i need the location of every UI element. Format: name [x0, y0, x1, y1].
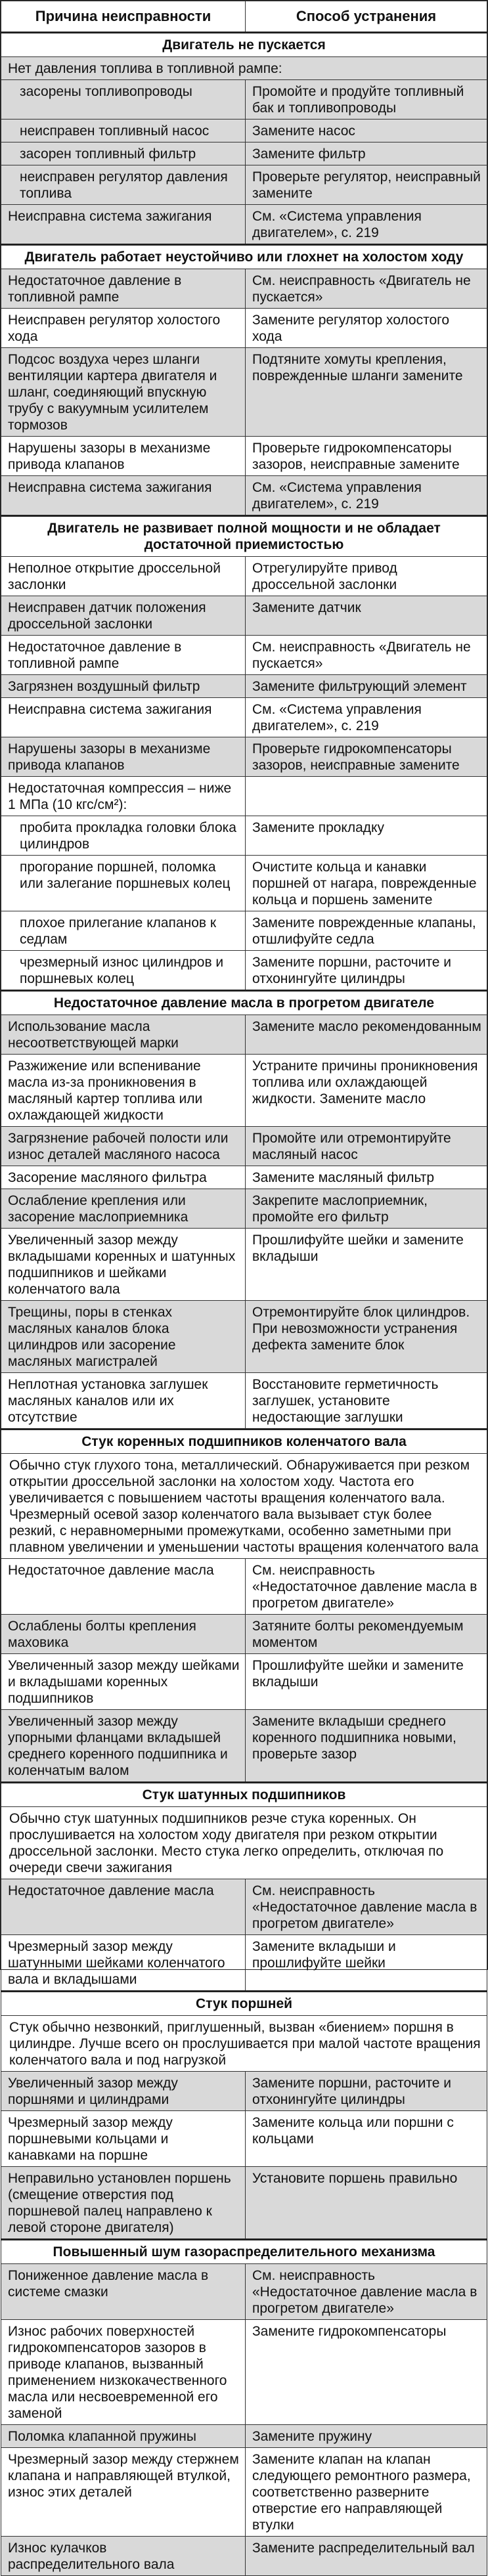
section-header: [1, 991, 487, 1015]
remedy-cell: См. «Система управления двигателем», с. 219: [246, 698, 487, 737]
table-row: [1, 698, 487, 737]
table-row: [1, 675, 487, 698]
cause-cell: неисправен топливный насос: [1, 120, 246, 142]
table-row: [1, 1229, 487, 1301]
cause-cell: Использование масла несоответствующей марки: [1, 1015, 246, 1055]
remedy-cell: Замените распределительный вал: [246, 2537, 487, 2576]
remedy-cell: Замените гидрокомпенсаторы: [246, 2320, 487, 2425]
cause-cell: Неисправен регулятор холостого хода: [1, 309, 246, 348]
cause-cell: Увеличенный зазор между вкладышами коренных и шатунных подшипников и шейками коленчатого вала: [1, 1229, 246, 1301]
remedy-cell: См. «Система управления двигателем», с. 219: [246, 476, 487, 516]
remedy-cell: См. неисправность «Недостаточное давление масла в прогретом двигателе»: [246, 1559, 487, 1615]
table-row: [1, 165, 487, 205]
section-header: [1, 1430, 487, 1454]
remedy-cell: Замените фильтр: [246, 142, 487, 165]
cause-cell: Загрязнение рабочей полости или износ деталей масляного насоса: [1, 1127, 246, 1166]
table-row: [1, 1615, 487, 1654]
cause-cell: Недостаточная компрессия – ниже 1 МПа (10 кгс/см²):: [1, 777, 246, 816]
remedy-cell: Замените клапан на клапан следующего ремонтного размера, соответственно разверните отверстие его направляющей втулки: [246, 2448, 487, 2537]
remedy-cell: Закрепите маслоприемник, промойте его фильтр: [246, 1189, 487, 1229]
cause-cell: Недостаточное давление в топливной рампе: [1, 269, 246, 309]
remedy-cell: См. «Система управления двигателем», с. 219: [246, 205, 487, 245]
section-note: Обычно стук шатунных подшипников резче стука коренных. Он прослушивается на холостом ходу двигателя при резком открытии дроссельной заслонки. Место стука легко определить, отключая по очереди свечи зажигания: [1, 1807, 487, 1879]
section-title: Стук шатунных подшипников: [1, 1783, 487, 1807]
table-row: [1, 2167, 487, 2240]
table-row: [1, 1189, 487, 1229]
remedy-cell: Подтяните хомуты крепления, поврежденные шланги замените: [246, 348, 487, 437]
remedy-cell: Замените поршни, расточите и отхонингуйте цилиндры: [246, 951, 487, 991]
table-row: [1, 1879, 487, 1935]
section-title: Стук поршней: [1, 1992, 487, 2016]
table-row: [1, 1166, 487, 1189]
table-row: [1, 856, 487, 911]
cause-cell: Разжижение или вспенивание масла из-за проникновения в масляный картер топлива или охлаждающей жидкости: [1, 1055, 246, 1127]
remedy-cell: См. неисправность «Двигатель не пускается»: [246, 269, 487, 309]
remedy-cell: Замените регулятор холостого хода: [246, 309, 487, 348]
table-row: [1, 2425, 487, 2448]
table-row: [1, 911, 487, 951]
section-header: [1, 33, 487, 57]
table-row: [1, 57, 487, 80]
remedy-cell: См. неисправность «Недостаточное давление масла в прогретом двигателе»: [246, 2264, 487, 2320]
remedy-cell: Устраните причины проникновения топлива или охлаждающей жидкости. Замените масло: [246, 1055, 487, 1127]
remedy-cell: Промойте или отремонтируйте масляный насос: [246, 1127, 487, 1166]
cause-cell: Увеличенный зазор между упорными фланцами вкладышей среднего коренного подшипника и коленчатым валом: [1, 1710, 246, 1783]
remedy-cell: См. неисправность «Недостаточное давление масла в прогретом двигателе»: [246, 1879, 487, 1935]
section-header: [1, 1783, 487, 1807]
table-row: [1, 476, 487, 516]
remedy-cell: Проверьте регулятор, неисправный замените: [246, 165, 487, 205]
table-row: [1, 2264, 487, 2320]
cause-cell: Износ кулачков распределительного вала: [1, 2537, 246, 2576]
table-row: [1, 205, 487, 245]
cause-cell: Неисправен датчик положения дроссельной заслонки: [1, 596, 246, 636]
cause-cell: Неплотная установка заглушек масляных каналов или их отсутствие: [1, 1373, 246, 1430]
remedy-cell: Замените поврежденные клапаны, отшлифуйте седла: [246, 911, 487, 951]
remedy-cell: Замените масло рекомендованным: [246, 1015, 487, 1055]
remedy-cell: Установите поршень правильно: [246, 2167, 487, 2240]
remedy-cell: Замените прокладку: [246, 816, 487, 856]
section-title: Двигатель работает неустойчиво или глохнет на холостом ходу: [1, 245, 487, 269]
table-row: [1, 269, 487, 309]
remedy-cell: Промойте и продуйте топливный бак и топливопроводы: [246, 80, 487, 120]
remedy-cell: Замените поршни, расточите и отхонингуйте цилиндры: [246, 2072, 487, 2111]
cause-cell: Износ рабочих поверхностей гидрокомпенсаторов зазоров в приводе клапанов, вызванный применением низкокачественного масла или несвоевременной его заменой: [1, 2320, 246, 2425]
table-row: [1, 1654, 487, 1710]
table-row: [1, 80, 487, 120]
remedy-cell: Затяните болты рекомендуемым моментом: [246, 1615, 487, 1654]
cause-cell: Ослаблены болты крепления маховика: [1, 1615, 246, 1654]
table-row: [1, 309, 487, 348]
section-note: Стук обычно незвонкий, приглушенный, вызван «биением» поршня в цилиндре. Лучше всего он прослушивается при малой частоте вращения коленчатого вала и под нагрузкой: [1, 2016, 487, 2072]
table-row: [1, 1055, 487, 1127]
cause-cell: Чрезмерный зазор между стержнем клапана и направляющей втулкой, износ этих деталей: [1, 2448, 246, 2537]
cause-cell: Неисправна система зажигания: [1, 205, 246, 245]
cause-cell: Трещины, поры в стенках масляных каналов блока цилиндров или засорение масляных магистралей: [1, 1301, 246, 1373]
cause-cell: Недостаточное давление в топливной рампе: [1, 636, 246, 675]
cause-cell: Нарушены зазоры в механизме привода клапанов: [1, 437, 246, 476]
table-row: [1, 951, 487, 991]
table-row: [1, 1807, 487, 1879]
cause-cell: Неисправна система зажигания: [1, 698, 246, 737]
table-row: [1, 557, 487, 596]
table-row: [1, 1015, 487, 1055]
table-row: [1, 2016, 487, 2072]
remedy-cell: Прошлифуйте шейки и замените вкладыши: [246, 1229, 487, 1301]
remedy-cell: Замените вкладыши и прошлифуйте шейки: [246, 1935, 487, 1992]
table-row: [1, 1710, 487, 1783]
troubleshooting-table: [1, 1, 487, 2576]
cause-cell: пробита прокладка головки блока цилиндров: [1, 816, 246, 856]
cause-cell: засорены топливопроводы: [1, 80, 246, 120]
cause-cell: засорен топливный фильтр: [1, 142, 246, 165]
remedy-cell: [246, 777, 487, 816]
table-row: [1, 2111, 487, 2167]
cause-cell: Недостаточное давление масла: [1, 1879, 246, 1935]
cause-cell: Неправильно установлен поршень (смещение отверстия под поршневой палец направлено к левой стороне двигателя): [1, 2167, 246, 2240]
section-title: Двигатель не пускается: [1, 33, 487, 57]
cause-cell: Неисправна система зажигания: [1, 476, 246, 516]
remedy-cell: Прошлифуйте шейки и замените вкладыши: [246, 1654, 487, 1710]
remedy-cell: Очистите кольца и канавки поршней от нагара, поврежденные кольца и поршень замените: [246, 856, 487, 911]
table-row: [1, 737, 487, 777]
remedy-cell: Отрегулируйте привод дроссельной заслонки: [246, 557, 487, 596]
cause-cell: чрезмерный износ цилиндров и поршневых колец: [1, 951, 246, 991]
table-row: [1, 816, 487, 856]
cause-cell: Увеличенный зазор между шейками и вкладышами коренных подшипников: [1, 1654, 246, 1710]
cause-cell: Увеличенный зазор между поршнями и цилиндрами: [1, 2072, 246, 2111]
table-row: [1, 348, 487, 437]
section-title: Недостаточное давление масла в прогретом двигателе: [1, 991, 487, 1015]
table-row: [1, 1559, 487, 1615]
section-header: [1, 1992, 487, 2016]
table-row: [1, 1935, 487, 1992]
section-header: [1, 2240, 487, 2264]
table-row: [1, 2072, 487, 2111]
remedy-cell: Проверьте гидрокомпенсаторы зазоров, неисправные замените: [246, 437, 487, 476]
cause-cell: Загрязнен воздушный фильтр: [1, 675, 246, 698]
cause-cell: Недостаточное давление масла: [1, 1559, 246, 1615]
table-row: [1, 2320, 487, 2425]
cause-cell: Неполное открытие дроссельной заслонки: [1, 557, 246, 596]
cause-cell: прогорание поршней, поломка или залегание поршневых колец: [1, 856, 246, 911]
remedy-cell: Отремонтируйте блок цилиндров. При невозможности устранения дефекта замените блок: [246, 1301, 487, 1373]
remedy-cell: Замените насос: [246, 120, 487, 142]
table-row: [1, 596, 487, 636]
cause-cell: Нет давления топлива в топливной рампе:: [1, 57, 487, 80]
cause-column-header: Причина неисправности: [1, 1, 246, 33]
table-row: [1, 1301, 487, 1373]
table-row: [1, 1454, 487, 1559]
remedy-cell: Замените датчик: [246, 596, 487, 636]
cause-cell: плохое прилегание клапанов к седлам: [1, 911, 246, 951]
remedy-cell: Замените вкладыши среднего коренного подшипника новыми, проверьте зазор: [246, 1710, 487, 1783]
cause-cell: Нарушены зазоры в механизме привода клапанов: [1, 737, 246, 777]
section-title: Двигатель не развивает полной мощности и не обладает достаточной приемистостью: [1, 516, 487, 557]
cause-cell: Пониженное давление масла в системе смазки: [1, 2264, 246, 2320]
cause-cell: Поломка клапанной пружины: [1, 2425, 246, 2448]
remedy-column-header: Способ устранения: [246, 1, 487, 33]
cause-cell: Засорение масляного фильтра: [1, 1166, 246, 1189]
cause-cell: неисправен регулятор давления топлива: [1, 165, 246, 205]
remedy-cell: Замените масляный фильтр: [246, 1166, 487, 1189]
cause-cell: Ослабление крепления или засорение маслоприемника: [1, 1189, 246, 1229]
section-header: [1, 245, 487, 269]
remedy-cell: Замените фильтрующий элемент: [246, 675, 487, 698]
table-header: [1, 1, 487, 33]
section-header: [1, 516, 487, 557]
section-title: Стук коренных подшипников коленчатого вала: [1, 1430, 487, 1454]
table-row: [1, 1127, 487, 1166]
remedy-cell: Проверьте гидрокомпенсаторы зазоров, неисправные замените: [246, 737, 487, 777]
table-row: [1, 2448, 487, 2537]
table-row: [1, 437, 487, 476]
table-row: [1, 636, 487, 675]
table-row: [1, 1373, 487, 1430]
remedy-cell: Замените пружину: [246, 2425, 487, 2448]
table-row: [1, 777, 487, 816]
cause-cell: Подсос воздуха через шланги вентиляции картера двигателя и шланг, соединяющий впускную трубу с вакуумным усилителем тормозов: [1, 348, 246, 437]
remedy-cell: См. неисправность «Двигатель не пускается»: [246, 636, 487, 675]
table-row: [1, 142, 487, 165]
cause-cell: Чрезмерный зазор между поршневыми кольцами и канавками на поршне: [1, 2111, 246, 2167]
table-row: [1, 120, 487, 142]
cause-cell: Чрезмерный зазор между шатунными шейками коленчатого вала и вкладышами: [1, 1935, 246, 1992]
section-title: Повышенный шум газораспределительного механизма: [1, 2240, 487, 2264]
section-note: Обычно стук глухого тона, металлический. Обнаруживается при резком открытии дроссельной заслонки на холостом ходу. Частота его увеличивается с повышением частоты вращения коленчатого вала. Чрезмерный осевой зазор коленчатого вала вызывает стук более резкий, с неравномерными промежутками, особенно заметными при плавном увеличении и уменьшении частоты вращения коленчатого вала: [1, 1454, 487, 1559]
remedy-cell: Восстановите герметичность заглушек, установите недостающие заглушки: [246, 1373, 487, 1430]
table-row: [1, 2537, 487, 2576]
remedy-cell: Замените кольца или поршни с кольцами: [246, 2111, 487, 2167]
